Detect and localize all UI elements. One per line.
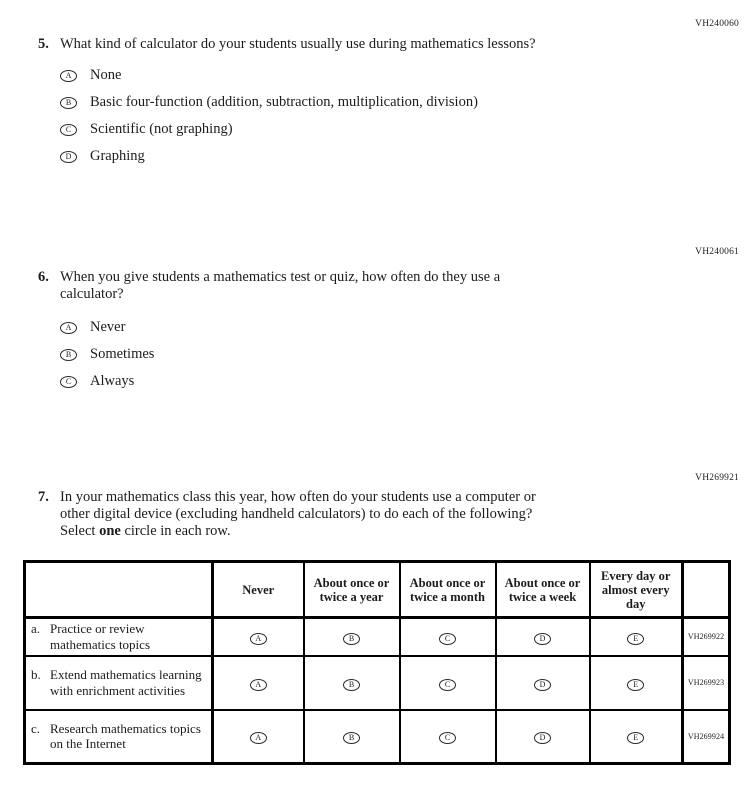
row-code: VH269924: [683, 710, 730, 764]
option-graphing[interactable]: [60, 143, 728, 170]
header-once-twice-month: About once or twice a month: [400, 562, 496, 618]
question7-text-line1: In your mathematics class this year, how often do your students use a computer or: [60, 489, 536, 505]
answer-cell-never[interactable]: [213, 710, 304, 764]
question7-text: [60, 489, 660, 540]
table-row-research: [25, 710, 730, 764]
answer-circle-c[interactable]: C: [439, 732, 456, 744]
frequency-table: [23, 560, 731, 765]
row-code: VH269922: [683, 618, 730, 656]
option-label: Never: [90, 319, 126, 335]
question6-text-line2: calculator?: [60, 286, 124, 302]
option-always[interactable]: [60, 368, 728, 395]
answer-cell-year[interactable]: [304, 656, 400, 710]
row-label-practice: [25, 618, 213, 656]
question5-text: What kind of calculator do your students usually use during mathematics lessons?: [60, 36, 536, 52]
header-once-twice-week: About once or twice a week: [496, 562, 590, 618]
header-empty-code: [683, 562, 730, 618]
question-6: [38, 269, 728, 395]
row-label-extend: [25, 656, 213, 710]
answer-circle-a[interactable]: A: [60, 322, 77, 334]
answer-circle-a[interactable]: A: [250, 732, 267, 744]
table-row-extend: [25, 656, 730, 710]
question-5: [38, 36, 728, 170]
answer-cell-year[interactable]: [304, 710, 400, 764]
answer-cell-week[interactable]: [496, 710, 590, 764]
answer-circle-b[interactable]: B: [343, 679, 360, 691]
answer-circle-e[interactable]: E: [627, 633, 644, 645]
answer-circle-e[interactable]: E: [627, 732, 644, 744]
answer-circle-b[interactable]: B: [343, 633, 360, 645]
answer-circle-d[interactable]: D: [534, 732, 551, 744]
option-basic-four-function[interactable]: [60, 89, 728, 116]
option-label: Sometimes: [90, 346, 155, 362]
row-prefix: a.: [31, 621, 41, 637]
answer-circle-e[interactable]: E: [627, 679, 644, 691]
header-once-twice-year: About once or twice a year: [304, 562, 400, 618]
question6-text-line1: When you give students a mathematics test or quiz, how often do they use a: [60, 269, 501, 285]
table-row-practice: [25, 618, 730, 656]
row-code: VH269923: [683, 656, 730, 710]
answer-circle-c[interactable]: C: [439, 679, 456, 691]
answer-circle-d[interactable]: D: [534, 633, 551, 645]
row-label-research: [25, 710, 213, 764]
answer-circle-c[interactable]: C: [60, 376, 77, 388]
header-never: Never: [213, 562, 304, 618]
answer-cell-everyday[interactable]: [590, 710, 683, 764]
option-none[interactable]: [60, 62, 728, 89]
header-every-day: Every day or almost every day: [590, 562, 683, 618]
answer-circle-b[interactable]: B: [60, 349, 77, 361]
answer-circle-c[interactable]: C: [60, 124, 77, 136]
row-text: Extend mathematics learning with enrichment activities: [50, 667, 202, 698]
question6-number: 6.: [38, 269, 49, 285]
row-prefix: b.: [31, 667, 41, 682]
answer-circle-b[interactable]: B: [60, 97, 77, 109]
answer-cell-week[interactable]: [496, 618, 590, 656]
table-header-row: [25, 562, 730, 618]
option-never[interactable]: [60, 314, 728, 341]
question7-number: 7.: [38, 489, 49, 505]
row-prefix: c.: [31, 720, 41, 736]
answer-cell-never[interactable]: [213, 618, 304, 656]
answer-cell-year[interactable]: [304, 618, 400, 656]
answer-circle-d[interactable]: D: [60, 151, 77, 163]
question6-text: [60, 269, 660, 303]
option-label: Graphing: [90, 148, 145, 164]
answer-circle-b[interactable]: B: [343, 732, 360, 744]
option-label: None: [90, 67, 122, 83]
header-empty-corner: [25, 562, 213, 618]
answer-circle-a[interactable]: A: [250, 679, 267, 691]
answer-cell-month[interactable]: [400, 710, 496, 764]
option-label: Always: [90, 373, 135, 389]
option-label: Scientific (not graphing): [90, 121, 233, 137]
question6-options: [60, 314, 728, 395]
answer-cell-never[interactable]: [213, 656, 304, 710]
row-text: Practice or review mathematics topics: [50, 621, 151, 652]
question5-code: VH240060: [695, 19, 739, 29]
answer-cell-everyday[interactable]: [590, 656, 683, 710]
answer-cell-everyday[interactable]: [590, 618, 683, 656]
select-instruction-pre: Select: [60, 523, 100, 539]
question7-code: VH269921: [695, 473, 739, 483]
answer-circle-d[interactable]: D: [534, 679, 551, 691]
option-sometimes[interactable]: [60, 341, 728, 368]
question7-text-line2: other digital device (excluding handheld calculators) to do each of the following?: [60, 506, 533, 522]
question5-options: [60, 62, 728, 170]
question-7: [38, 489, 728, 540]
option-scientific[interactable]: [60, 116, 728, 143]
row-text: Research mathematics topics on the Internet: [50, 720, 201, 752]
select-instruction-one: one: [99, 523, 121, 539]
question6-code: VH240061: [695, 247, 739, 257]
question7-text-line3: [60, 523, 660, 540]
answer-circle-a[interactable]: A: [60, 70, 77, 82]
answer-circle-c[interactable]: C: [439, 633, 456, 645]
answer-cell-month[interactable]: [400, 618, 496, 656]
answer-circle-a[interactable]: A: [250, 633, 267, 645]
option-label: Basic four-function (addition, subtraction, multiplication, division): [90, 94, 478, 110]
select-instruction-post: circle in each row.: [120, 523, 231, 539]
answer-cell-month[interactable]: [400, 656, 496, 710]
answer-cell-week[interactable]: [496, 656, 590, 710]
question5-number: 5.: [38, 36, 49, 52]
